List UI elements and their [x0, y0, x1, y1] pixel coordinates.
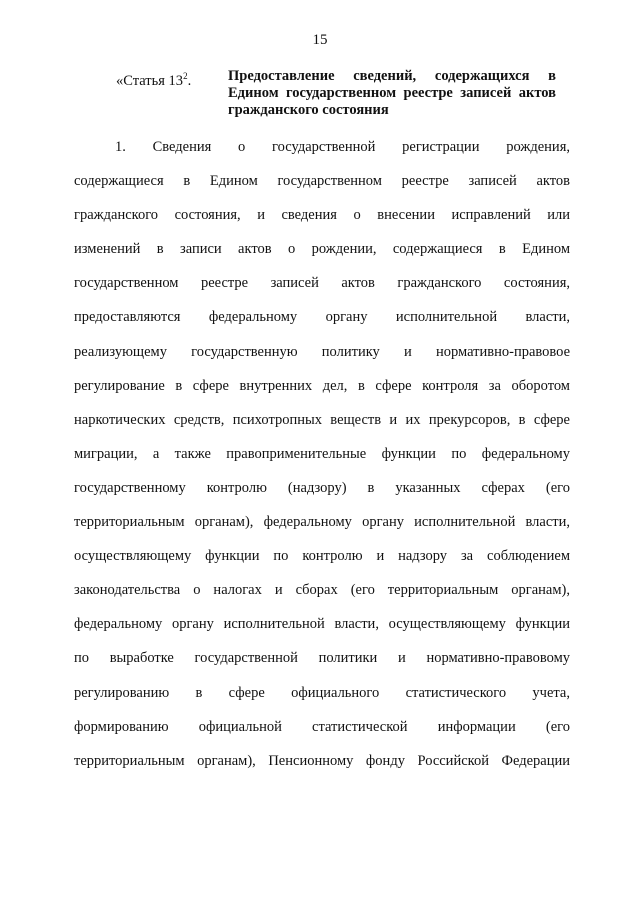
article-title: Предоставление сведений, содержащихся в Едином государственном реестре записей актов гражданского состояния — [228, 68, 556, 118]
paragraph-line: миграции, а также правоприменительные функции по федеральному — [74, 445, 570, 462]
paragraph-line: федеральному органу исполнительной власти, осуществляющему функции — [74, 616, 570, 633]
page-number: 15 — [312, 32, 328, 48]
paragraph-line: регулирование в сфере внутренних дел, в сфере контроля за оборотом — [74, 377, 570, 394]
article-label-superscript: 2 — [183, 71, 188, 81]
paragraph-line: 1. Сведения о государственной регистрации рождения, — [115, 139, 570, 155]
paragraph-line: территориальным органам), Пенсионному фонду Российской Федерации — [74, 752, 570, 769]
paragraph-line: по выработке государственной политики и нормативно-правовому — [74, 650, 570, 667]
paragraph-line: государственном реестре записей актов гражданского состояния, — [74, 275, 570, 292]
article-paragraph — [74, 130, 570, 778]
article-label — [116, 68, 228, 119]
paragraph-line: территориальным органам), федеральному органу исполнительной власти, — [74, 514, 570, 531]
paragraph-line: государственному контролю (надзору) в указанных сферах (его — [74, 479, 570, 496]
paragraph-line: реализующему государственную политику и нормативно-правовое — [74, 343, 570, 360]
paragraph-line: содержащиеся в Едином государственном реестре записей актов — [74, 173, 570, 190]
paragraph-line: наркотических средств, психотропных веществ и их прекурсоров, в сфере — [74, 411, 570, 428]
paragraph-line: осуществляющему функции по контролю и надзору за соблюдением — [74, 548, 570, 565]
paragraph-line: предоставляются федеральному органу исполнительной власти, — [74, 309, 570, 326]
paragraph-line: законодательства о налогах и сборах (его территориальным органам), — [74, 582, 570, 599]
article-label-dot: . — [187, 72, 192, 89]
paragraph-line: регулированию в сфере официального статистического учета, — [74, 684, 570, 701]
paragraph-line: изменений в записи актов о рождении, содержащиеся в Едином — [74, 241, 570, 258]
paragraph-line: гражданского состояния, и сведения о внесении исправлений или — [74, 207, 570, 224]
article-header — [116, 68, 556, 119]
paragraph-line: формированию официальной статистической информации (его — [74, 718, 570, 735]
article-label-text: «Статья 13 — [116, 72, 184, 89]
